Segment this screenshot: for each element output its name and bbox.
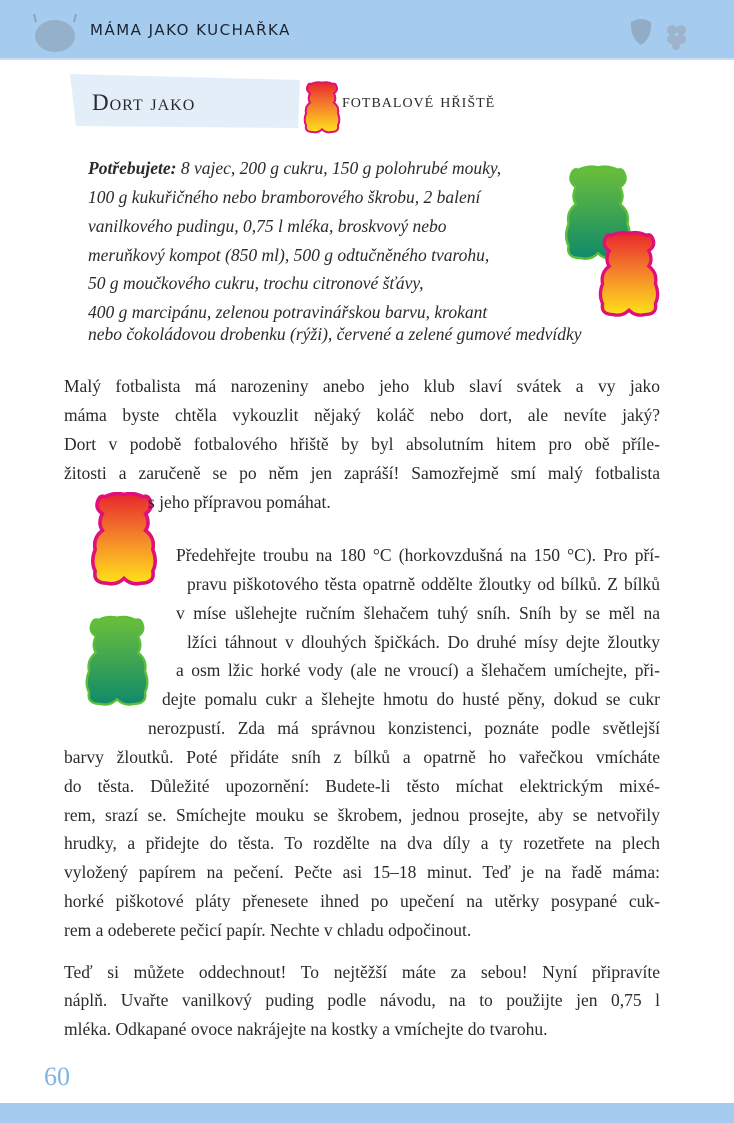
header-band — [0, 0, 734, 60]
paragraph-line: rem, srazí se. Smíchejte mouku se škrobem, jednou prosejte, aby se netvořily — [64, 805, 660, 825]
paragraph-line: náplň. Uvařte vanilkový puding podle návodu, na to použijte jen 0,75 l — [64, 990, 660, 1010]
ingredients-line: nebo čokoládovou drobenku (rýži), červené a zelené gumové medvídky — [88, 324, 582, 344]
paragraph-line: Dort v podobě fotbalového hřiště by byl absolutním hitem pro obě příle- — [64, 434, 660, 454]
green-gummy-bear-icon — [82, 614, 152, 710]
red-gummy-bear-icon — [596, 230, 662, 320]
ingredients-line: 400 g marcipánu, zelenou potravinářskou barvu, krokant — [88, 302, 488, 322]
ingredients-line: 50 g moučkového cukru, trochu citronové šťávy, — [88, 273, 424, 293]
red-gummy-bear-icon — [302, 80, 342, 136]
paragraph-line: pravu piškotového těsta opatrně oddělte žloutky od bílků. Z bílků — [187, 574, 660, 594]
ingredients-line: vanilkového pudingu, 0,75 l mléka, broskvový nebo — [88, 216, 447, 236]
ingredients-line: 100 g kukuřičného nebo bramborového škrobu, 2 balení — [88, 187, 481, 207]
paragraph-line: hrudky, a přidejte do těsta. To rozdělte na dva díly a ty rozetřete na plech — [64, 833, 660, 853]
paragraph-line: horké piškotové pláty přenesete ihned po upečení na utěrky posypané cuk- — [64, 891, 660, 911]
recipe-title-part1: Dort jako — [92, 90, 196, 115]
paragraph-line: vyložený papírem na pečení. Pečte asi 15–18 minut. Teď je na řadě máma: — [64, 862, 660, 882]
paragraph-line: žitosti a zaručeně se po něm jen zapráší! Samozřejmě smí malý fotbalista — [64, 463, 660, 483]
paragraph-line: lžíci táhnout v dlouhých špičkách. Do druhé mísy dejte žloutky — [187, 632, 660, 652]
paragraph-line: máma byste chtěla vykouzlit nějaký koláč nebo dort, ale nevíte jaký? — [64, 405, 660, 425]
paragraph-line: rem a odeberete pečicí papír. Nechte v chladu odpočinout. — [64, 920, 472, 940]
paragraph-line: Předehřejte troubu na 180 °C (horkovzdušná na 150 °C). Pro pří- — [176, 545, 660, 565]
paragraph-line: v míse ušlehejte ručním šlehačem tuhý sníh. Sníh by se měl na — [176, 603, 660, 623]
paragraph-line: nerozpustí. Zda má správnou konzistenci, poznáte podle světlejší — [148, 718, 660, 738]
page-number: 60 — [44, 1062, 70, 1091]
running-header-title: MÁMA JAKO KUCHAŘKA — [90, 21, 291, 39]
paragraph-line: dejte pomalu cukr a šlehejte hmotu do husté pěny, dokud se cukr — [162, 689, 660, 709]
paragraph-line: barvy žloutků. Poté přidáte sníh z bílků a opatrně ho vařečkou vmícháte — [64, 747, 660, 767]
recipe-title-part2: fotbalové hřiště — [342, 90, 496, 112]
footer-band — [0, 1103, 734, 1123]
paragraph-line: Malý fotbalista má narozeniny anebo jeho klub slaví svátek a vy jako — [64, 376, 660, 396]
paragraph-line: mléka. Odkapané ovoce nakrájejte na kostky a vmíchejte do tvarohu. — [64, 1019, 548, 1039]
ingredients-label: Potřebujete: — [88, 158, 177, 178]
strawberry-icon — [628, 16, 654, 46]
pot-icon — [32, 14, 78, 54]
blackberry-icon — [664, 20, 690, 50]
paragraph-line: s jeho přípravou pomáhat. — [148, 492, 331, 512]
paragraph-line: do těsta. Důležité upozornění: Budete-li těsto míchat elektrickým mixé- — [64, 776, 660, 796]
ingredients-line: meruňkový kompot (850 ml), 500 g odtučněného tvarohu, — [88, 245, 490, 265]
ingredients-line: Potřebujete: 8 vajec, 200 g cukru, 150 g polohrubé mouky, — [88, 158, 502, 178]
paragraph-line: Teď si můžete oddechnout! To nejtěžší máte za sebou! Nyní připravíte — [64, 962, 660, 982]
paragraph-line: a osm lžic horké vody (ale ne vroucí) a šlehačem umíchejte, při- — [176, 660, 660, 680]
